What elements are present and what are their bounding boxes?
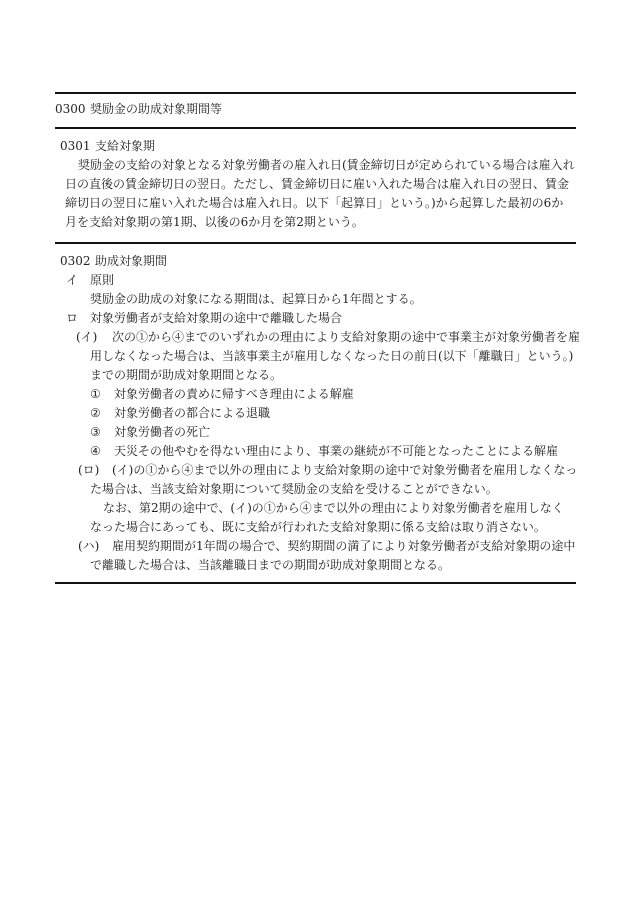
- item-title: 対象労働者が支給対象期の途中で離職した場合: [90, 311, 343, 325]
- subitem-line: 用しなくなった場合は、当該事業主が雇用しなくなった日の前日(以下「離職日」という。): [90, 349, 574, 363]
- subitem-line: 次の①から④までのいずれかの理由により支給対象期の途中で事業主が対象労働者を雇: [112, 330, 581, 344]
- item-mark: イ: [66, 273, 79, 287]
- subitem-mark: (ロ): [78, 463, 100, 477]
- subitem-line: なお、第2期の途中で、(イ)の①から④まで以外の理由により対象労働者を雇用しなく: [103, 501, 564, 515]
- list-mark: ②: [90, 406, 101, 420]
- section-number: 0300: [55, 102, 86, 116]
- subsection-number: 0301: [60, 139, 91, 153]
- paragraph-line: 締切日の翌日に雇い入れた場合は雇入れ日。以下「起算日」という。)から起算した最初の6か: [65, 196, 564, 210]
- rule-mid: [55, 242, 576, 244]
- subsection-title: 支給対象期: [95, 139, 156, 153]
- list-mark: ①: [90, 387, 101, 401]
- list-item: 天災その他やむを得ない理由により、事業の継続が不可能となったことによる解雇: [114, 444, 559, 458]
- subitem-line: た場合は、当該支給対象期について奨励金の支給を受けることができない。: [90, 482, 498, 496]
- subitem-mark: (イ): [76, 330, 98, 344]
- item-text: 奨励金の助成の対象になる期間は、起算日から1年間とする。: [90, 292, 422, 306]
- item-title: 原則: [90, 273, 115, 287]
- subitem-line: なった場合にあっても、既に支給が行われた支給対象期に係る支給は取り消さない。: [90, 520, 546, 534]
- list-mark: ④: [90, 444, 101, 458]
- item-mark: ロ: [66, 311, 79, 325]
- rule-bottom: [55, 582, 576, 584]
- rule-under-heading: [55, 127, 576, 129]
- subitem-line: (イ)の①から④まで以外の理由により支給対象期の途中で対象労働者を雇用しなくなっ: [112, 463, 578, 477]
- subsection-number: 0302: [60, 254, 91, 268]
- list-mark: ③: [90, 425, 101, 439]
- list-item: 対象労働者の責めに帰すべき理由による解雇: [114, 387, 354, 401]
- subitem-mark: (ハ): [78, 539, 100, 553]
- paragraph-line: 奨励金の支給の対象となる対象労働者の雇入れ日(賃金締切日が定められている場合は雇入れ: [78, 158, 575, 172]
- subsection-title: 助成対象期間: [95, 254, 168, 268]
- subitem-line: 雇用契約期間が1年間の場合で、契約期間の満了により対象労働者が支給対象期の途中: [112, 539, 576, 553]
- paragraph-line: 月を支給対象期の第1期、以後の6か月を第2期という。: [65, 215, 364, 229]
- list-item: 対象労働者の死亡: [114, 425, 211, 439]
- subitem-line: までの期間が助成対象期間となる。: [90, 368, 283, 382]
- section-title: 奨励金の助成対象期間等: [90, 102, 223, 116]
- paragraph-line: 日の直後の賃金締切日の翌日。ただし、賃金締切日に雇い入れた場合は雇入れ日の翌日、賃金: [65, 177, 570, 191]
- rule-top: [55, 92, 576, 94]
- subitem-line: で離職した場合は、当該離職日までの期間が助成対象期間となる。: [90, 558, 451, 572]
- list-item: 対象労働者の都合による退職: [114, 406, 271, 420]
